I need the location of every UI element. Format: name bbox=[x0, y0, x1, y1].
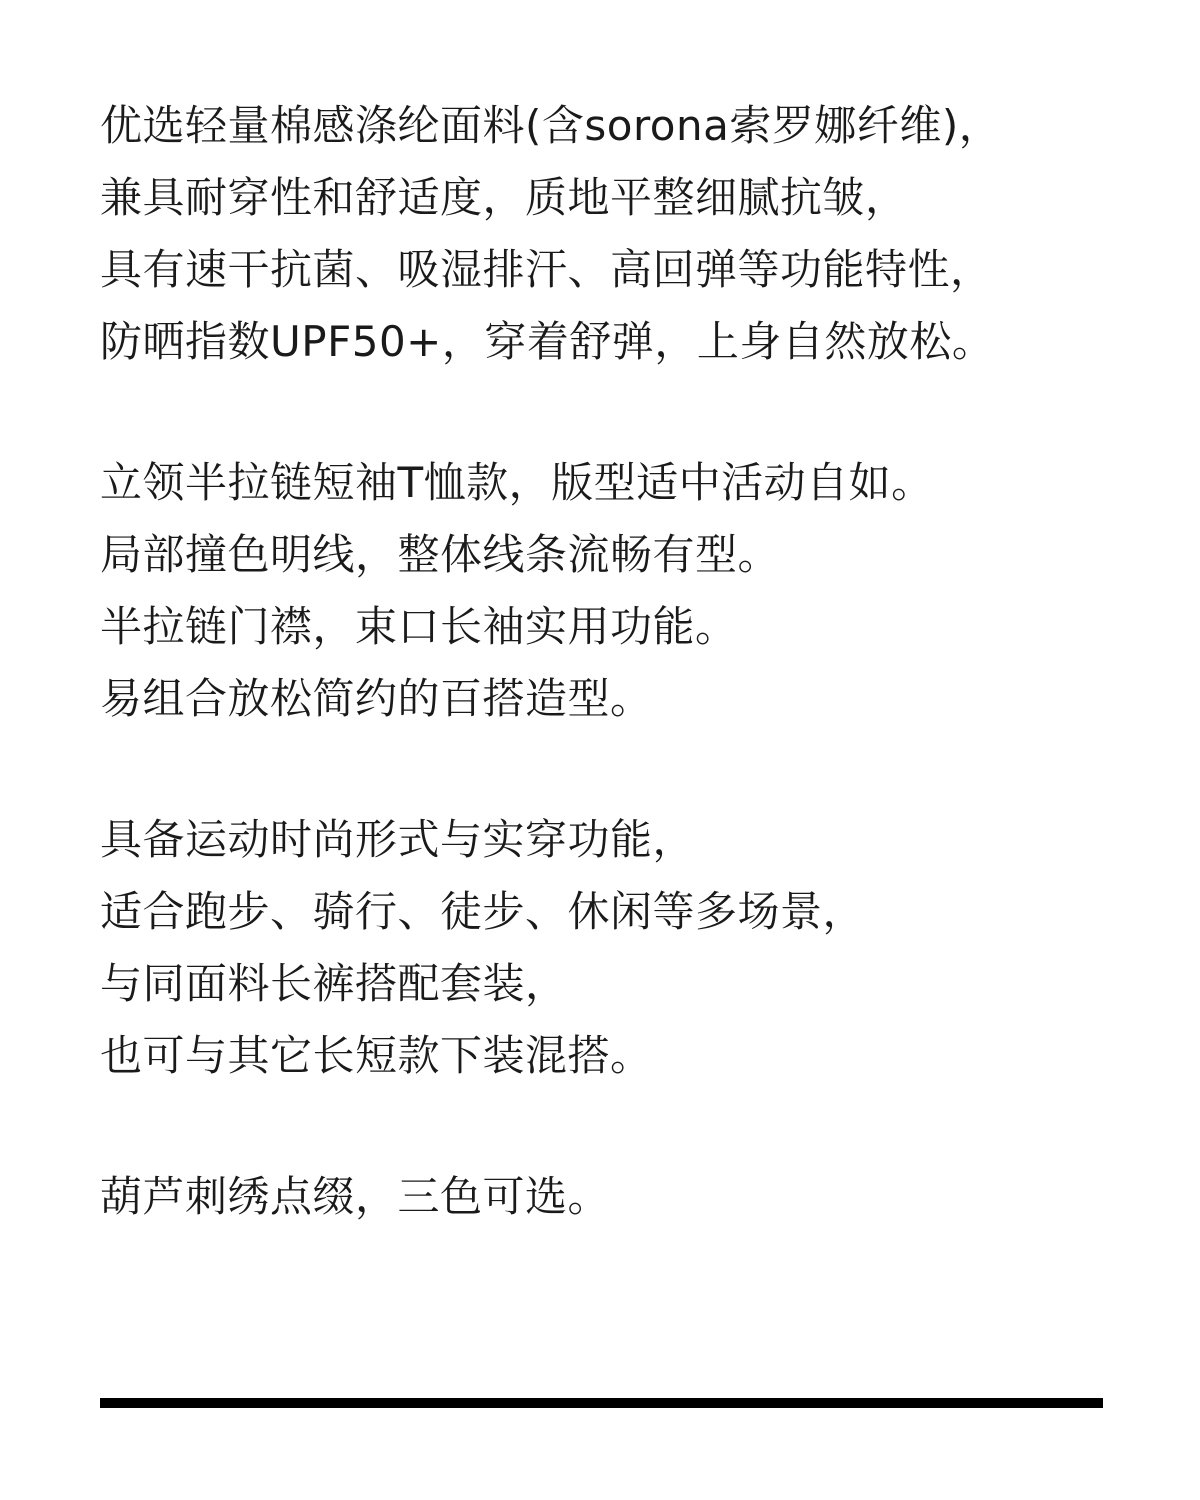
text-line: 也可与其它长短款下装混搭。 bbox=[100, 1031, 653, 1080]
text-line: 与同面料长裤搭配套装， bbox=[100, 959, 568, 1008]
product-description bbox=[100, 90, 1180, 1302]
detail-paragraph bbox=[100, 1161, 1180, 1233]
text-line: 具有速干抗菌、吸湿排汗、高回弹等功能特性， bbox=[100, 245, 993, 294]
text-line: 葫芦刺绣点缀，三色可选。 bbox=[100, 1172, 611, 1221]
text-line: 立领半拉链短袖T恤款，版型适中活动自如。 bbox=[100, 458, 934, 507]
text-line: 防晒指数UPF50+，穿着舒弹，上身自然放松。 bbox=[100, 317, 995, 366]
text-line: 易组合放松简约的百搭造型。 bbox=[100, 674, 653, 723]
text-line: 局部撞色明线，整体线条流畅有型。 bbox=[100, 530, 781, 579]
text-line: 兼具耐穿性和舒适度，质地平整细腻抗皱， bbox=[100, 173, 908, 222]
text-line: 半拉链门襟，束口长袖实用功能。 bbox=[100, 602, 738, 651]
bottom-divider bbox=[100, 1398, 1103, 1408]
text-line: 适合跑步、骑行、徒步、休闲等多场景， bbox=[100, 887, 866, 936]
text-line: 优选轻量棉感涤纶面料(含sorona索罗娜纤维)， bbox=[100, 101, 1002, 150]
fabric-paragraph bbox=[100, 90, 1180, 378]
usage-paragraph bbox=[100, 804, 1180, 1092]
text-line: 具备运动时尚形式与实穿功能， bbox=[100, 815, 696, 864]
design-paragraph bbox=[100, 447, 1180, 735]
